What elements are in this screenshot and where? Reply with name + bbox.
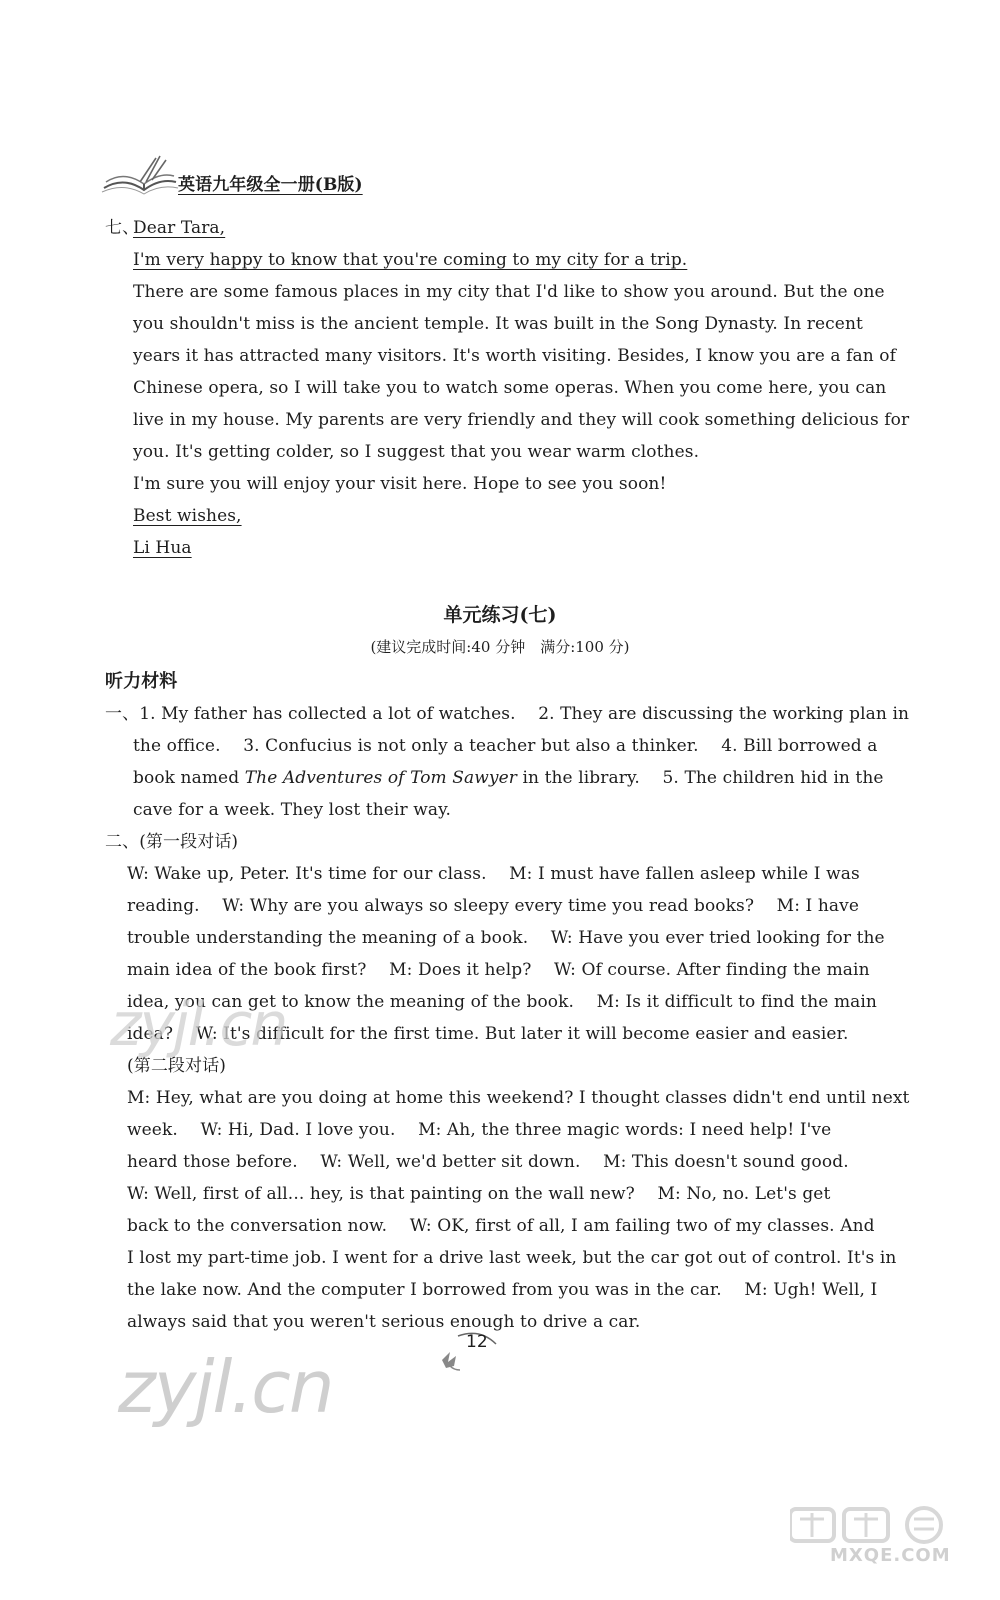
letter-greeting: Dear Tara, [133, 218, 226, 238]
dialog-line: week. W: Hi, Dad. I love you. M: Ah, the three magic words: I need help! I've [127, 1120, 832, 1140]
dialog-line: I lost my part-time job. I went for a drive last week, but the car got out of control. It's in [127, 1248, 897, 1268]
part1-text: book named [133, 768, 245, 788]
corner-watermark-text: MXQE.COM [830, 1545, 951, 1566]
letter-closing: Best wishes, [133, 506, 242, 526]
dialog-line: heard those before. W: Well, we'd better sit down. M: This doesn't sound good. [127, 1152, 849, 1172]
corner-logo-icon [790, 1505, 980, 1545]
watermark-text: zyjl.cn [118, 1345, 333, 1429]
dialog-line: W: Well, first of all... hey, is that painting on the wall new? M: No, no. Let's get [127, 1184, 831, 1204]
dialog-line: back to the conversation now. W: OK, first of all, I am failing two of my classes. And [127, 1216, 875, 1236]
corner-watermark [790, 1505, 980, 1565]
letter-line: you shouldn't miss is the ancient temple. It was built in the Song Dynasty. In recent [133, 314, 863, 334]
watermark-text: zyjl.cn [110, 990, 287, 1060]
dialog-line: M: Hey, what are you doing at home this weekend? I thought classes didn't end until next [127, 1088, 910, 1108]
letter-line: live in my house. My parents are very friendly and they will cook something delicious for [133, 410, 910, 430]
letter-line: Chinese opera, so I will take you to watch some operas. When you come here, you can [133, 378, 887, 398]
header-title: 英语九年级全一册(B版) [178, 175, 363, 195]
dialog-line: W: Wake up, Peter. It's time for our class. M: I must have fallen asleep while I was [127, 864, 860, 884]
part1-text: in the library. 5. The children hid in the [516, 768, 884, 788]
part1-line: cave for a week. They lost their way. [133, 800, 452, 820]
dialog2-label: (第二段对话) [127, 1056, 226, 1076]
part1-line: the office. 3. Confucius is not only a teacher but also a thinker. 4. Bill borrowed a [133, 736, 878, 756]
letter-label: 七、 [105, 218, 140, 238]
letter-signature: Li Hua [133, 538, 192, 558]
dialog-line: idea? W: It's difficult for the first time. But later it will become easier and easier. [127, 1024, 849, 1044]
unit-subtitle: (建议完成时间:40 分钟 满分:100 分) [370, 638, 630, 656]
part1-line: 一、1. My father has collected a lot of watches. 2. They are discussing the working plan in [105, 704, 910, 724]
book-logo-icon [100, 152, 180, 198]
unit-title: 单元练习(七) [443, 604, 557, 626]
dialog-line: the lake now. And the computer I borrowed from you was in the car. M: Ugh! Well, I [127, 1280, 878, 1300]
letter-line: you. It's getting colder, so I suggest that you wear warm clothes. [133, 442, 700, 462]
part1-line [133, 768, 884, 788]
dialog1-label: 二、(第一段对话) [105, 832, 239, 852]
dialog-line: trouble understanding the meaning of a book. W: Have you ever tried looking for the [127, 928, 885, 948]
letter-line: I'm sure you will enjoy your visit here. Hope to see you soon! [133, 474, 667, 494]
letter-line: There are some famous places in my city that I'd like to show you around. But the one [133, 282, 885, 302]
dialog-line: always said that you weren't serious enough to drive a car. [127, 1312, 641, 1332]
page-number: 12 [466, 1332, 488, 1352]
dialog-line: reading. W: Why are you always so sleepy every time you read books? M: I have [127, 896, 859, 916]
section-heading: 听力材料 [105, 671, 178, 692]
letter-line: I'm very happy to know that you're coming to my city for a trip. [133, 250, 688, 270]
letter-line: years it has attracted many visitors. It's worth visiting. Besides, I know you are a fan of [133, 346, 897, 366]
book-title: The Adventures of Tom Sawyer [244, 768, 517, 788]
dialog-line: main idea of the book first? M: Does it help? W: Of course. After finding the main [127, 960, 870, 980]
dialog-line: idea, you can get to know the meaning of the book. M: Is it difficult to find the main [127, 992, 877, 1012]
